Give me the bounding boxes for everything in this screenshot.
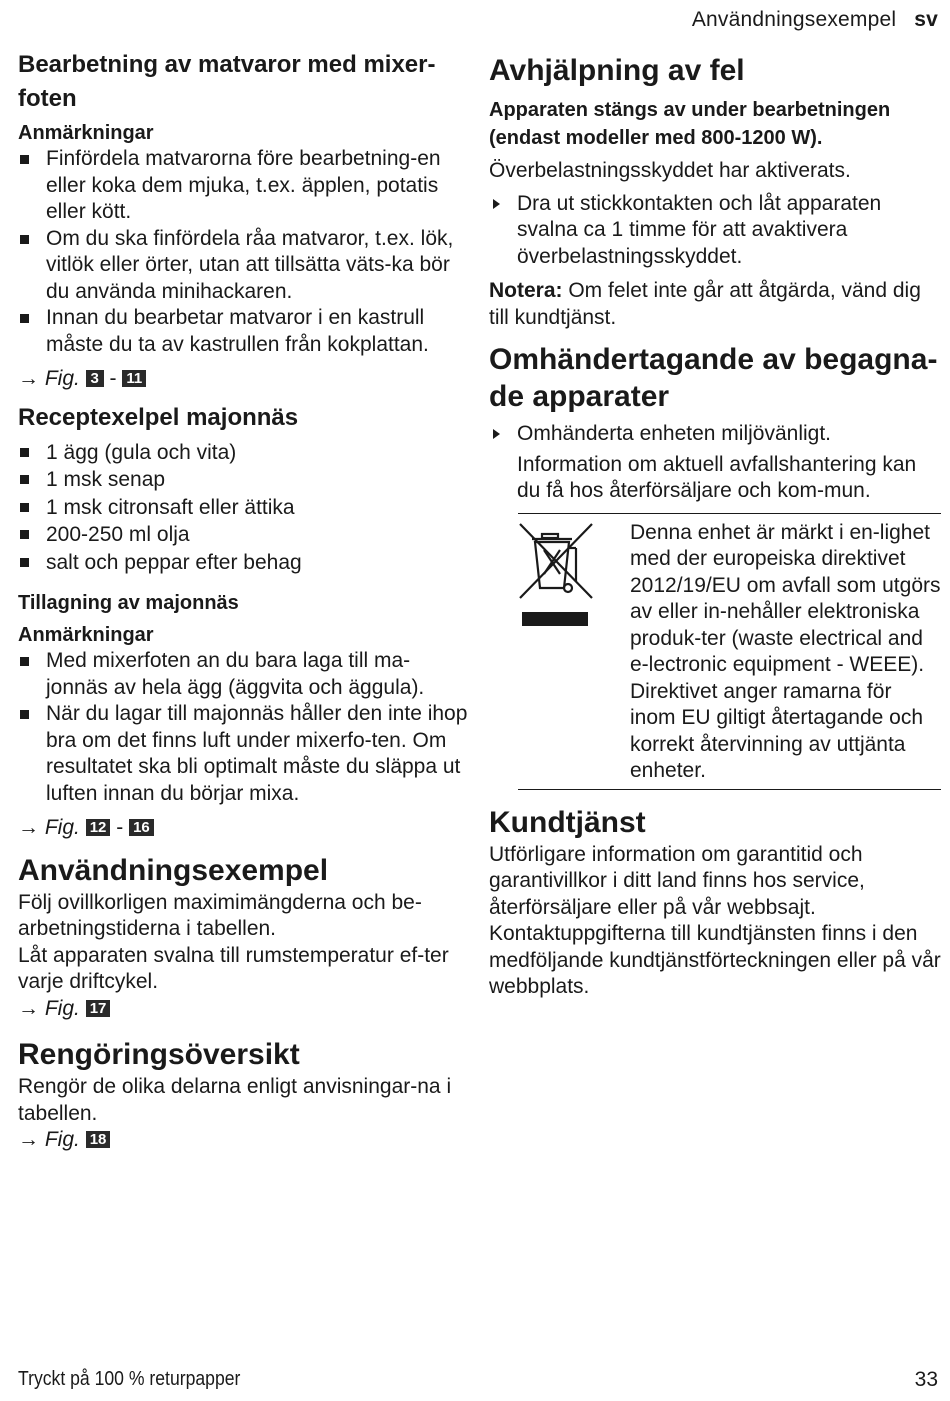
left-column [18, 48, 470, 1154]
weee-text: Denna enhet är märkt i en-lighet med der europeiska direktivet 2012/19/EU om avfall som utgörs av eller in-nehåller elektroniska produk-ter (waste electrical and e-lectronic equipment - WEEE). Direktivet anger ramarna för inom EU giltigt återtagande och korrekt återvinning av uttjänta enheter. [630, 520, 941, 782]
list-item: Om du ska finfördela råa matvaror, t.ex. lök, vitlök eller örter, utan att tillsätta väts-ka bör du använda minihackaren. [18, 226, 470, 306]
troubleshooting-steps [489, 191, 941, 271]
weee-info-box [518, 513, 941, 790]
recipe-ingredients-list [18, 439, 470, 577]
usage-paragraph: Följ ovillkorligen maximimängderna och be-arbetningstiderna i tabellen. [18, 890, 422, 940]
usage-paragraph: Låt apparaten svalna till rumstemperatur ef-ter varje driftcykel. [18, 943, 449, 993]
figure-badge: 16 [129, 819, 154, 836]
list-item: salt och peppar efter behag [18, 549, 470, 577]
figure-badge: 17 [86, 1000, 111, 1017]
page-number: 33 [914, 1368, 938, 1391]
figure-badge: 18 [86, 1131, 111, 1148]
figure-badge: 11 [122, 370, 146, 387]
figure-reference: → Fig. 12 - 16 [18, 815, 470, 842]
figure-badge: 3 [86, 370, 104, 387]
troubleshooting-problem: Apparaten stängs av under bearbetningen (endast modeller med 800-1200 W). [489, 99, 891, 149]
list-item: Dra ut stickkontakten och låt apparaten svalna ca 1 timme för att avaktivera överbelastningsskyddet. [489, 191, 941, 271]
running-header [692, 8, 938, 32]
cleaning-paragraph: Rengör de olika delarna enligt anvisningar-na i tabellen. [18, 1075, 452, 1125]
customer-service-paragraph: Utförligare information om garantitid och garantivillkor i ditt land finns hos service, återförsäljare eller på vår webbsajt. [489, 842, 865, 919]
list-item: 1 msk senap [18, 466, 470, 494]
heading-cleaning-overview: Rengöringsöversikt [18, 1038, 300, 1071]
list-item: Med mixerfoten an du bara laga till ma-jonnäs av hela ägg (äggvita och äggula). [18, 648, 470, 701]
figure-reference: → Fig. 17 [18, 996, 470, 1023]
list-item: Finfördela matvarorna före bearbetning-en eller koka dem mjuka, t.ex. äpplen, potatis eller kött. [18, 146, 470, 226]
list-item: Innan du bearbetar matvaror i en kastrull måste du ta av kastrullen från kokplattan. [18, 305, 470, 358]
list-item: När du lagar till majonnäs håller den inte ihop bra om det finns luft under mixerfo-ten. Om resultatet ska bli optimalt måste du släppa ut luften innan du börjar mixa. [18, 701, 470, 807]
disposal-steps [489, 421, 941, 505]
list-item: 200-250 ml olja [18, 521, 470, 549]
notes-label: Anmärkningar [18, 122, 154, 144]
heading-customer-service: Kundtjänst [489, 805, 646, 839]
notes-label: Anmärkningar [18, 624, 154, 646]
header-section: Användningsexempel [691, 8, 897, 31]
list-item: Information om aktuell avfallshantering kan du få hos återförsäljare och kom-mun. [517, 452, 917, 502]
figure-reference: → Fig. 18 [18, 1127, 470, 1154]
figure-reference: → Fig. 3 - 11 [18, 366, 470, 393]
list-item: Omhänderta enheten miljövänligt. [489, 421, 941, 448]
note-label: Notera: [489, 279, 563, 302]
heading-disposal: Omhändertagande av begagna-de apparater [489, 343, 938, 413]
print-note: Tryckt på 100 % returpapper [18, 1368, 241, 1390]
figure-badge: 12 [86, 819, 111, 836]
right-column [489, 48, 941, 1001]
header-language: sv [914, 8, 938, 31]
customer-service-paragraph: Kontaktuppgifterna till kundtjänsten finns i den medföljande kundtjänstförteckningen eller på vår webbplats. [489, 922, 941, 998]
heading-mayonnaise-prep: Tillagning av majonnäs [18, 592, 239, 614]
troubleshooting-cause: Överbelastningsskyddet har aktiverats. [489, 159, 851, 182]
heading-recipe: Receptexelpel majonnäs [18, 403, 299, 431]
list-item: 1 ägg (gula och vita) [18, 439, 470, 467]
heading-troubleshooting: Avhjälpning av fel [489, 54, 745, 87]
troubleshooting-note: Notera: Om felet inte går att åtgärda, vänd dig till kundtjänst. [489, 279, 921, 329]
processing-notes-list [18, 146, 470, 358]
heading-usage-examples: Användningsexempel [18, 853, 329, 887]
list-item: 1 msk citronsaft eller ättika [18, 494, 470, 522]
mayonnaise-notes-list [18, 648, 470, 807]
heading-processing-food: Bearbetning av matvaror med mixer- foten [18, 51, 436, 112]
weee-crossed-bin-icon [518, 520, 630, 785]
